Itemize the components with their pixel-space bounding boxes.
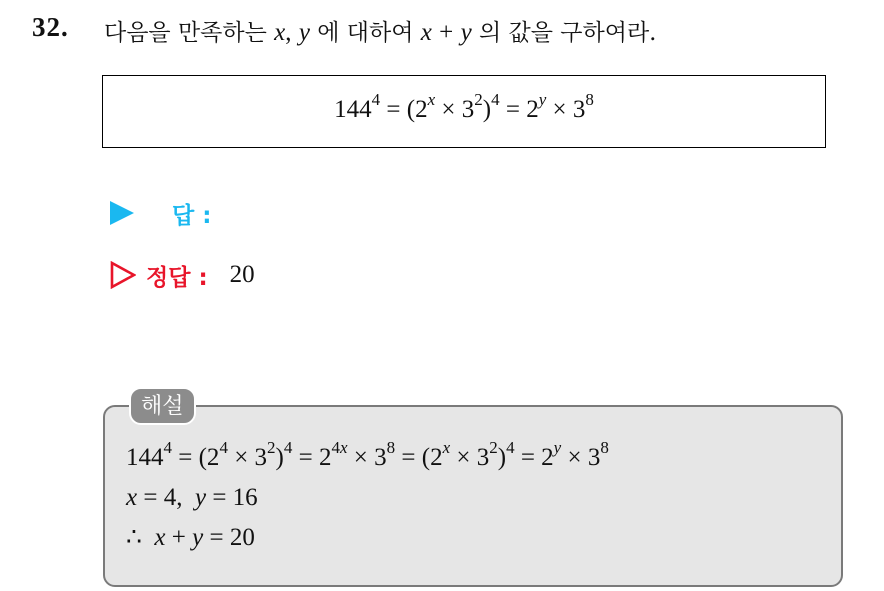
given-equation-box [102, 75, 826, 148]
explanation-line-2: x = 4, y = 16 [126, 484, 258, 511]
question-expr-x: x [420, 19, 432, 46]
eq-base-exp: 4 [371, 90, 381, 110]
eq-exp-y: y [538, 90, 547, 110]
explanation-line-1: $144^4 = (2^4 \times 3^2)^4 = 2^{4x} \times 3^8 = (2^x \times 3^2)^4 = 2^y \times 3^8$ [126, 438, 609, 471]
question-text-prefix: 다음을 만족하는 [104, 20, 267, 46]
eq-three: 3 [461, 96, 475, 123]
explanation-tag: 해설 [129, 387, 196, 425]
question-text-mid: 에 대하여 [317, 20, 414, 46]
solution-row [110, 258, 255, 292]
question-number: 32. [32, 12, 69, 42]
eq-times-1: × [441, 96, 456, 123]
question-comma: , [285, 19, 292, 46]
eq-rparen: ) [482, 96, 492, 123]
answer-label: 답 : [172, 202, 212, 229]
eq-equals-1: = [386, 96, 401, 123]
eq-three-exp: 2 [474, 90, 483, 110]
question-text-suffix: 의 값을 구하여라. [479, 20, 657, 46]
question-var-y: y [298, 19, 310, 46]
explanation-line-3: ∴ x + y = 20 [126, 524, 255, 551]
question-expr-y: y [460, 19, 472, 46]
question-text [104, 14, 656, 47]
eq-three-2: 3 [572, 96, 586, 123]
eq-equals-2: = [505, 96, 520, 123]
therefore-symbol: ∴ [126, 524, 142, 551]
eq-two: 2 [526, 96, 539, 123]
question-var-x: x [274, 19, 286, 46]
answer-row [110, 196, 211, 230]
outline-triangle-icon [110, 261, 136, 289]
eq-base: 144 [334, 96, 372, 123]
eq-three-2-exp: 8 [585, 90, 594, 110]
eq-exp-x: x [427, 90, 436, 110]
solution-label: 정답 : [146, 264, 208, 291]
solution-value: 20 [229, 261, 255, 288]
eq-lparen-two: (2 [406, 96, 428, 123]
eq-times-2: × [552, 96, 567, 123]
question-plus: + [439, 19, 454, 46]
eq-outer-exp: 4 [491, 90, 500, 110]
play-triangle-icon [110, 201, 134, 225]
given-equation [103, 90, 825, 124]
